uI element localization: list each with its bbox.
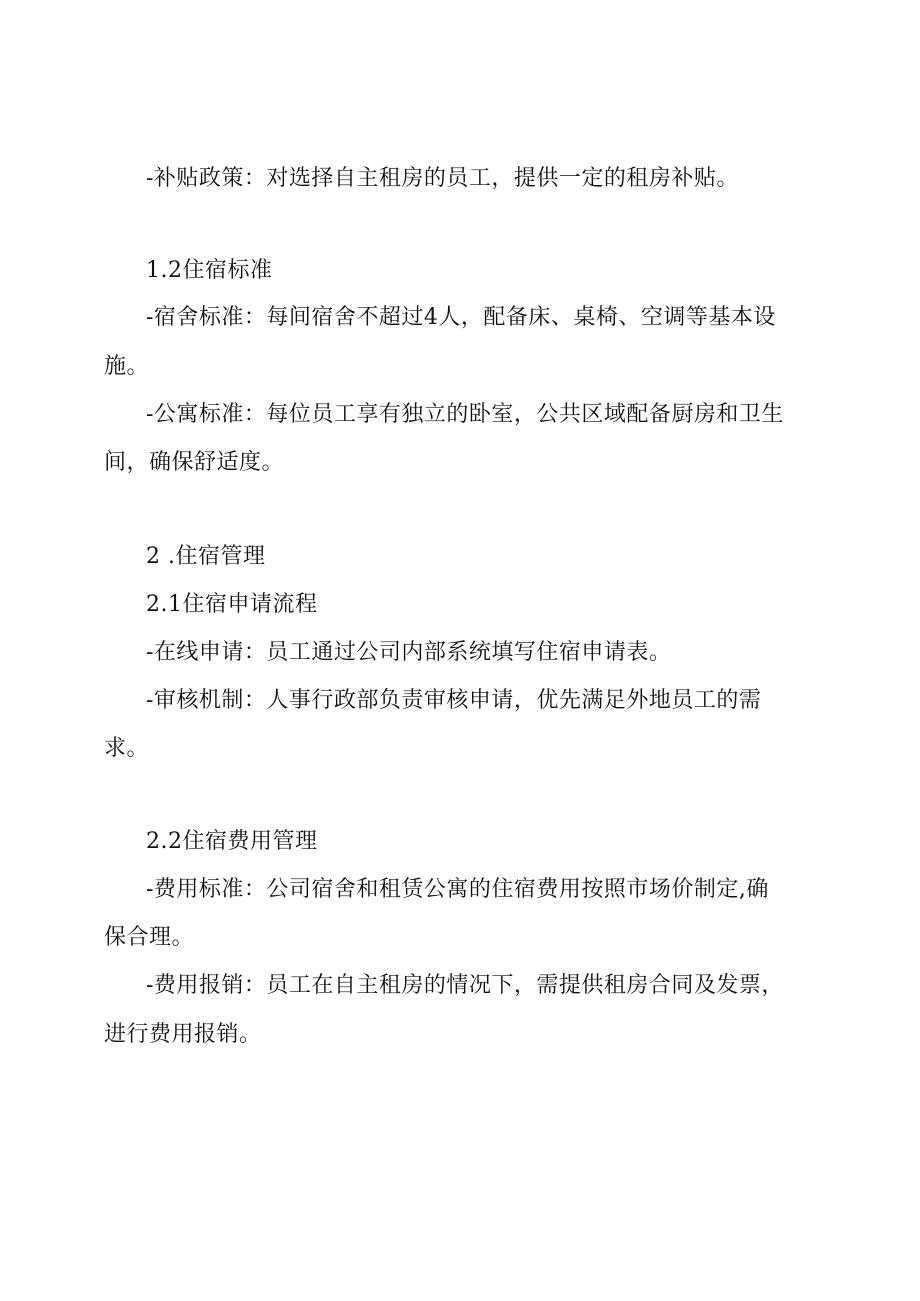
reimbursement-continuation: 进行费用报销。	[104, 1022, 262, 1047]
online-application-text: -在线申请：员工通过公司内部系统填写住宿申请表。	[146, 640, 672, 665]
fee-standard-text: -费用标准：公司宿舍和租赁公寓的住宿费用按照市场价制定,确	[146, 877, 769, 902]
reimbursement-text: -费用报销：员工在自主租房的情况下，需提供租房合同及发票，	[146, 973, 784, 998]
section-2-2-heading: 2.2住宿费用管理	[146, 829, 318, 854]
apartment-standard-text: -公寓标准：每位员工享有独立的卧室，公共区域配备厨房和卫生	[146, 402, 784, 427]
dorm-standard-continuation: 施。	[104, 354, 150, 379]
section-2-1-heading: 2.1住宿申请流程	[146, 592, 318, 617]
subsidy-policy-text: -补贴政策：对选择自主租房的员工，提供一定的租房补贴。	[146, 166, 739, 191]
section-2-heading: 2 .住宿管理	[146, 544, 266, 569]
fee-standard-continuation: 保合理。	[104, 925, 195, 950]
apartment-standard-continuation: 间，确保舒适度。	[104, 450, 285, 475]
review-mechanism-text: -审核机制：人事行政部负责审核申请，优先满足外地员工的需	[146, 688, 762, 713]
dorm-standard-text: -宿舍标准：每间宿舍不超过4人，配备床、桌椅、空调等基本设	[146, 305, 776, 330]
section-1-2-heading: 1.2住宿标准	[146, 258, 273, 283]
review-mechanism-continuation: 求。	[104, 736, 150, 761]
